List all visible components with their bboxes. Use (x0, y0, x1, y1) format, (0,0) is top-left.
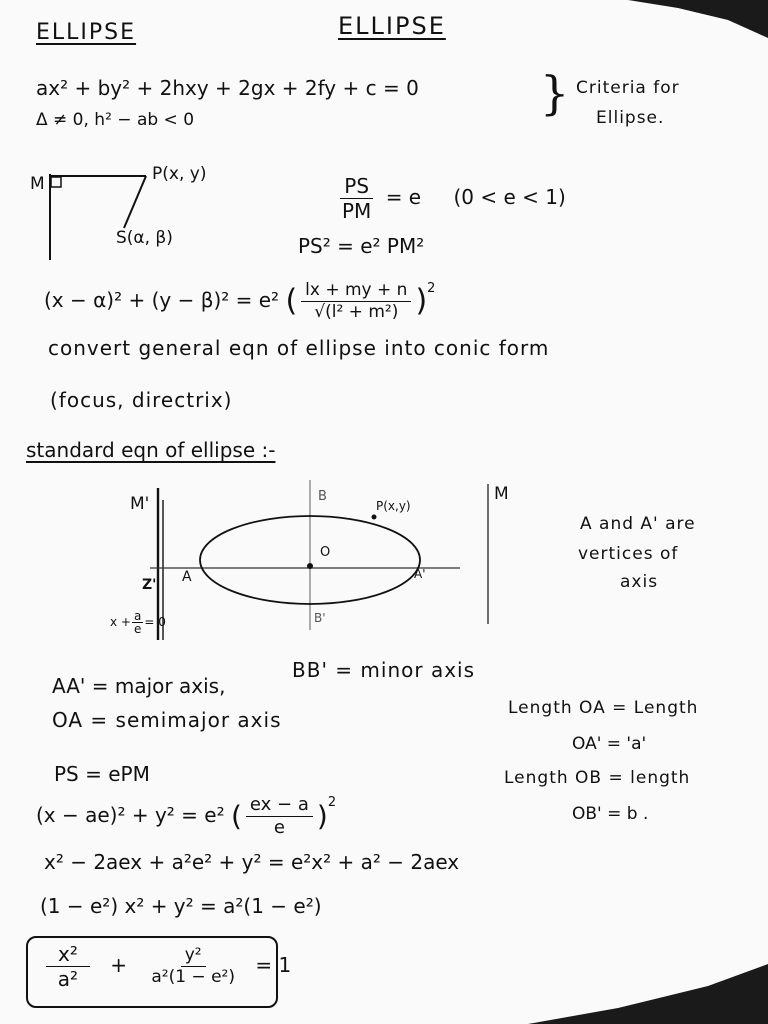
criteria-note-line1: Criteria for (576, 78, 680, 98)
step1-num: ex − a (246, 796, 313, 817)
label-point-p: P(x,y) (376, 499, 411, 513)
ps-squared-eq: PS² = e² PM² (298, 234, 425, 258)
final-t1-num: x² (46, 944, 90, 967)
label-m: M (494, 484, 509, 504)
step1-lhs: (x − ae)² + y² = e² (36, 803, 225, 827)
general-equation: ax² + by² + 2hxy + 2gx + 2fy + c = 0 (36, 76, 419, 100)
eccentricity-ratio (334, 176, 566, 221)
final-plus: + (110, 953, 127, 977)
label-o: O (320, 545, 331, 560)
semimajor-axis-text: OA = semimajor axis (52, 708, 282, 732)
final-equals-one: = 1 (255, 953, 292, 977)
distance-equation (44, 282, 435, 321)
step1-den: e (273, 817, 285, 838)
major-axis-text: AA' = major axis, (52, 674, 226, 698)
distance-lhs: (x − α)² + (y − β)² = e² (44, 288, 280, 312)
vertices-note-line2: vertices of (578, 544, 679, 564)
label-a-prime: A' (414, 567, 426, 581)
focus-directrix-sketch (24, 160, 264, 270)
convert-text-line1: convert general eqn of ellipse into conic form (48, 336, 550, 360)
page-corner-shadow-top (608, 0, 768, 40)
directrix-pre: x + (110, 615, 131, 629)
final-t2-den: a²(1 − e²) (151, 967, 235, 987)
length-oa-line1: Length OA = Length (508, 698, 699, 718)
length-oa-line2: OA' = 'a' (572, 734, 647, 754)
derivation-step3: (1 − e²) x² + y² = a²(1 − e²) (40, 894, 322, 918)
title-left: ELLIPSE (36, 20, 137, 45)
final-equation (42, 944, 291, 989)
final-t1-den: a² (57, 967, 79, 991)
minor-axis-text: BB' = minor axis (292, 658, 476, 682)
directrix-den: e (133, 622, 142, 636)
ratio-equals-e: = e (385, 185, 422, 209)
step1-paren-close: ) (316, 799, 328, 833)
paren-close: ) (415, 283, 428, 319)
ratio-pm: PM (342, 199, 372, 223)
paren-open: ( (285, 283, 298, 319)
sketch-label-m: M (30, 174, 45, 194)
step1-square: 2 (327, 795, 337, 810)
length-ob-line2: OB' = b . (572, 804, 649, 824)
sketch-label-s: S(α, β) (116, 228, 173, 248)
line-numerator: lx + my + n (301, 282, 411, 302)
standard-eqn-heading: standard eqn of ellipse :- (26, 438, 276, 462)
label-z-prime: Z' (142, 577, 157, 593)
ratio-ps: PS (340, 176, 373, 199)
label-b-prime: B' (314, 611, 326, 625)
ps-equals-epm: PS = ePM (54, 762, 150, 786)
sketch-label-p: P(x, y) (152, 164, 207, 184)
title-center: ELLIPSE (338, 12, 446, 40)
line-denominator: √(l² + m²) (314, 302, 399, 322)
label-a: A (182, 569, 192, 585)
page-corner-shadow-bottom (528, 964, 768, 1024)
directrix-equation (110, 610, 166, 635)
length-ob-line1: Length OB = length (504, 768, 691, 788)
criteria-note-line2: Ellipse. (596, 108, 665, 128)
convert-text-line2: (focus, directrix) (50, 388, 233, 412)
directrix-post: = 0 (144, 615, 166, 629)
label-m-prime: M' (130, 494, 150, 514)
curly-brace: } (540, 66, 570, 120)
ellipse-conditions: Δ ≠ 0, h² − ab < 0 (36, 110, 195, 130)
vertices-note-line3: axis (620, 572, 659, 592)
vertices-note-line1: A and A' are (580, 514, 696, 534)
label-b: B (318, 489, 327, 504)
final-t2-num: y² (181, 947, 206, 967)
square-exponent: 2 (427, 281, 436, 296)
eccentricity-range: (0 < e < 1) (453, 185, 566, 209)
directrix-num: a (134, 609, 142, 623)
derivation-step1 (36, 796, 336, 837)
step1-paren-open: ( (230, 799, 242, 833)
derivation-step2: x² − 2aex + a²e² + y² = e²x² + a² − 2aex (44, 850, 460, 874)
